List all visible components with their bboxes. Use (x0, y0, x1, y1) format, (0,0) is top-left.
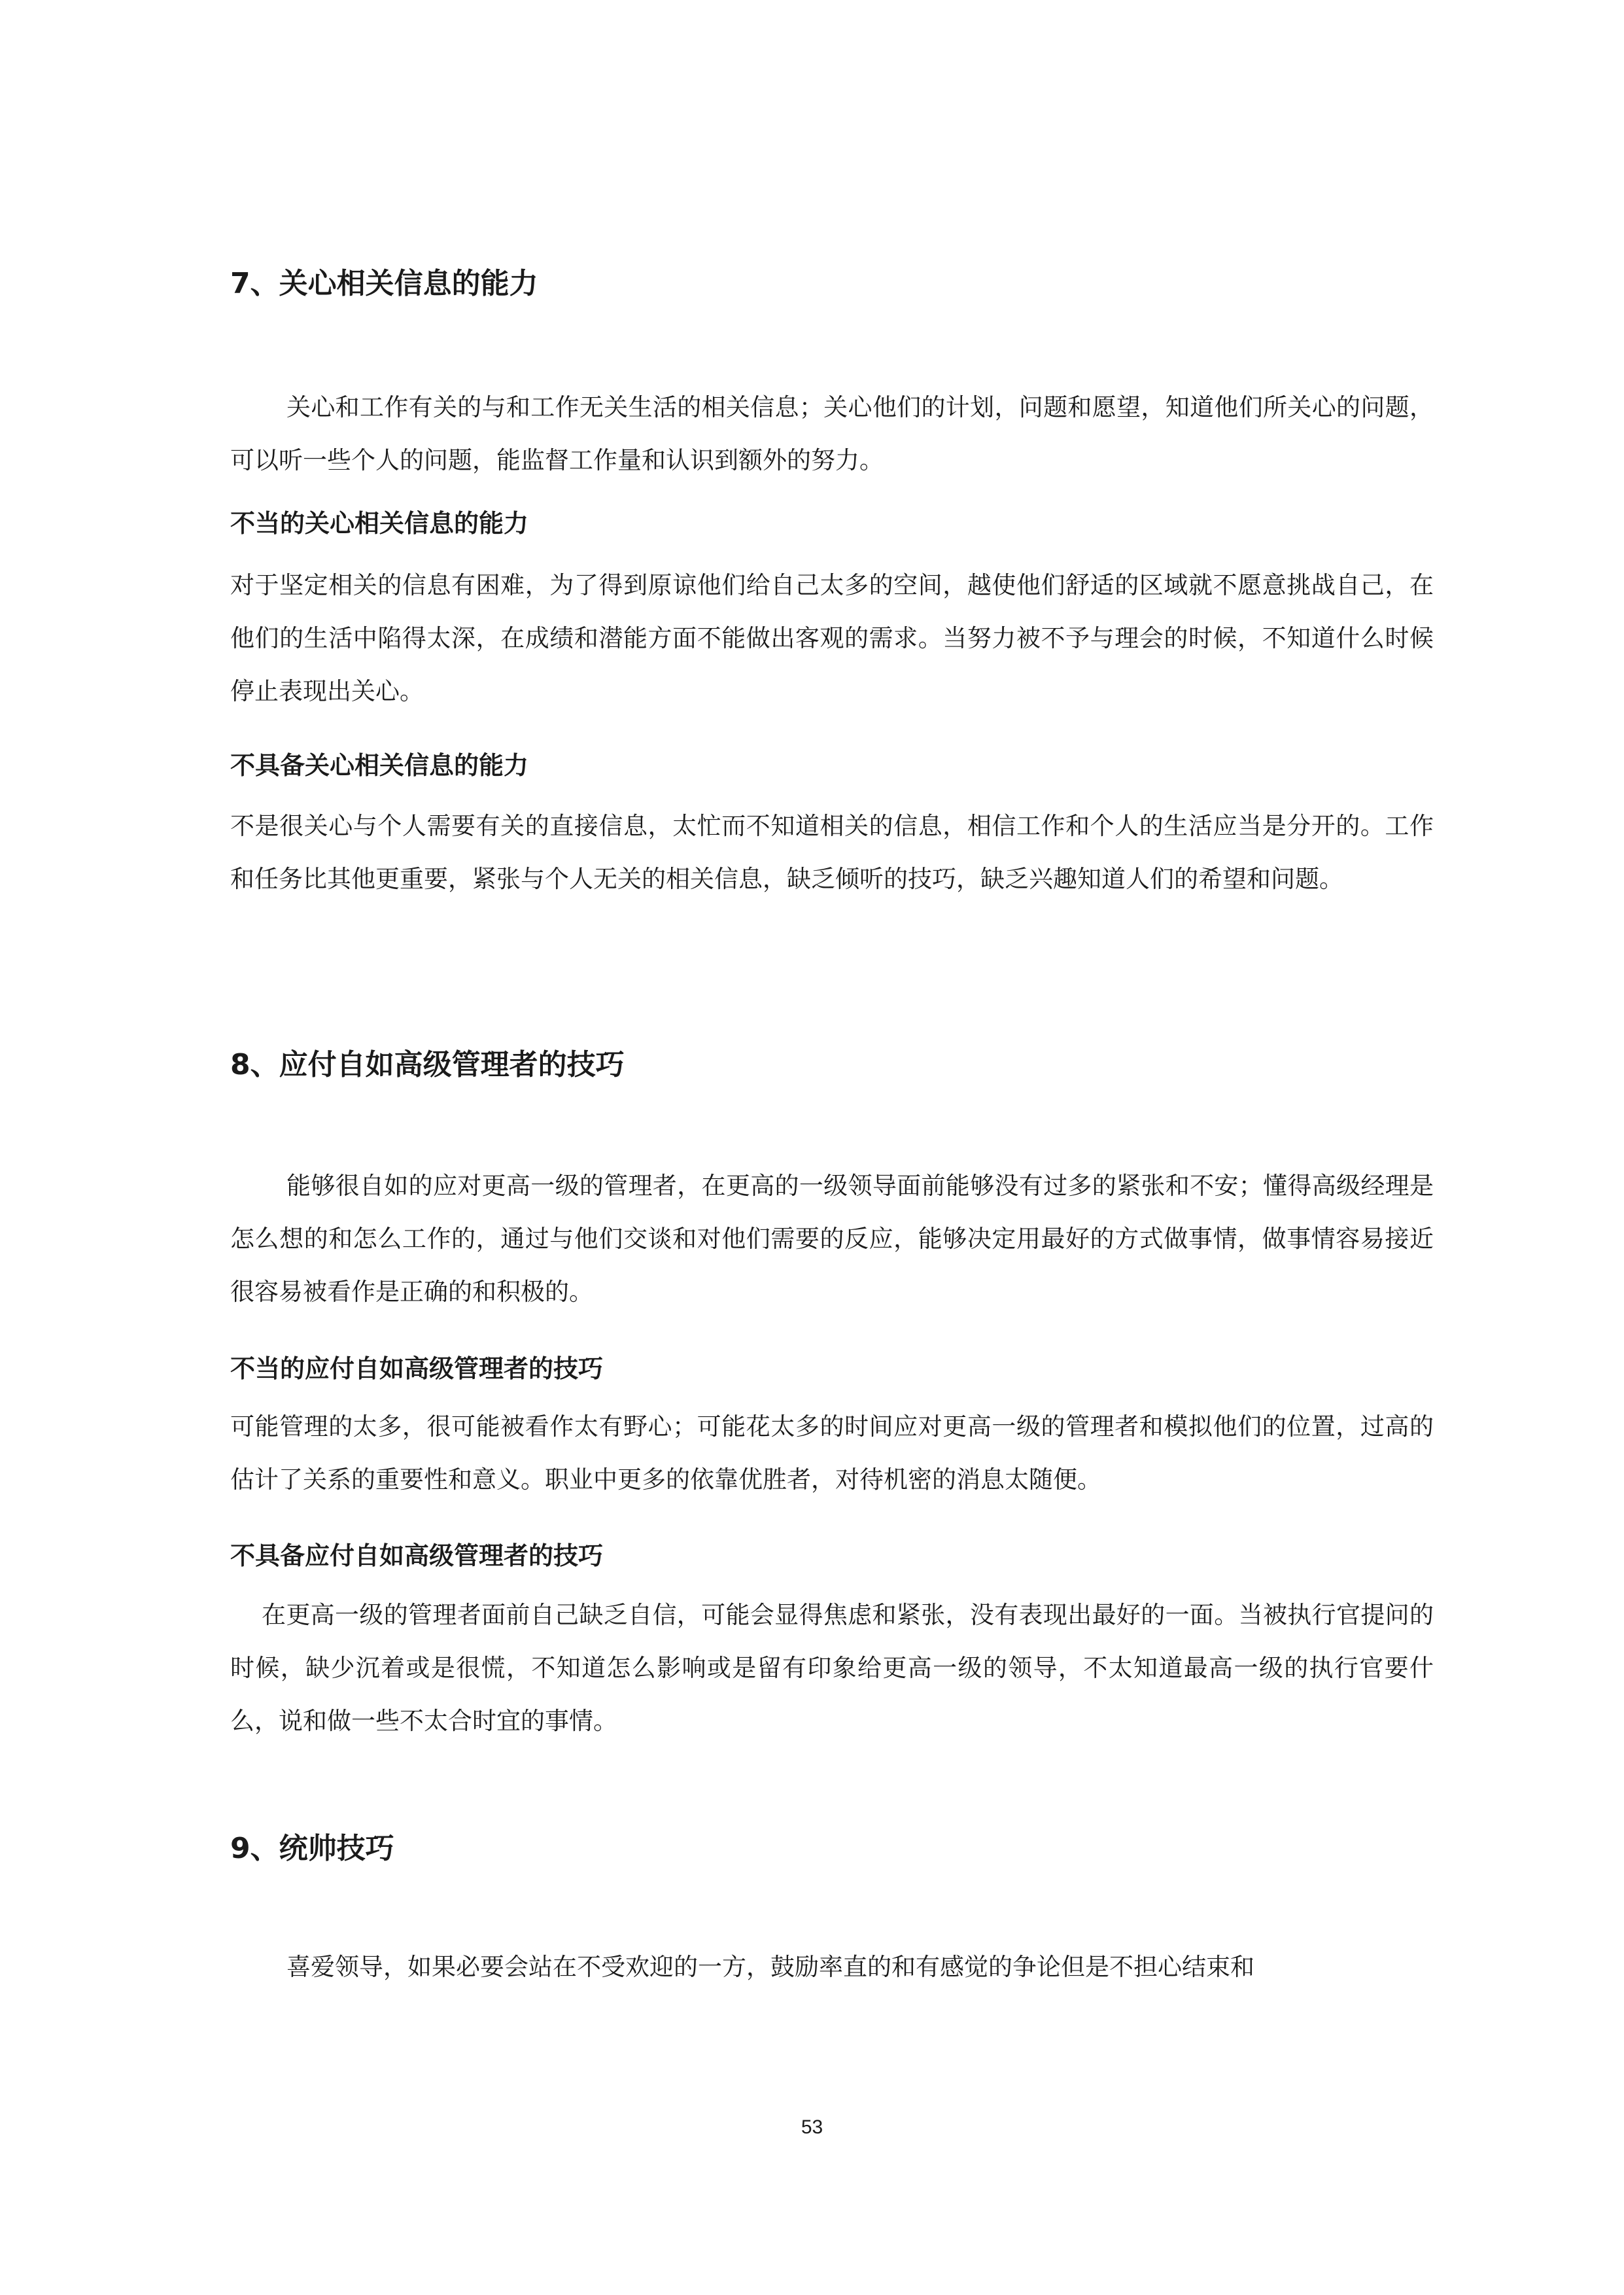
overdone-text: 对于坚定相关的信息有困难，为了得到原谅他们给自己太多的空间，越使他们舒适的区域就不愿意挑战自己，在他们的生活中陷得太深，在成绩和潜能方面不能做出客观的需求。当努力被不予与理会的时候，不知道什么时候停止表现出关心。 (230, 571, 1434, 705)
overdone-text: 可能管理的太多，很可能被看作太有野心；可能花太多的时间应对更高一级的管理者和模拟他们的位置，过高的估计了关系的重要性和意义。职业中更多的依靠优胜者，对待机密的消息太随便。 (230, 1412, 1434, 1494)
section-heading: 8、应付自如高级管理者的技巧 (230, 1048, 625, 1081)
overdone-heading: 不当的关心相关信息的能力 (230, 509, 529, 538)
lacking-text: 不是很关心与个人需要有关的直接信息，太忙而不知道相关的信息，相信工作和个人的生活应当是分开的。工作和任务比其他更重要，紧张与个人无关的相关信息，缺乏倾听的技巧，缺乏兴趣知道人们的希望和问题。 (230, 812, 1434, 893)
section-heading: 9、统帅技巧 (230, 1832, 394, 1865)
section-intro: 关心和工作有关的与和工作无关生活的相关信息；关心他们的计划，问题和愿望，知道他们所关心的问题，可以听一些个人的问题，能监督工作量和认识到额外的努力。 (230, 393, 1434, 474)
section-heading: 7、关心相关信息的能力 (230, 267, 538, 300)
lacking-heading: 不具备关心相关信息的能力 (230, 751, 529, 780)
overdone-heading: 不当的应付自如高级管理者的技巧 (230, 1354, 604, 1383)
section-intro: 能够很自如的应对更高一级的管理者，在更高的一级领导面前能够没有过多的紧张和不安；懂得高级经理是怎么想的和怎么工作的，通过与他们交谈和对他们需要的反应，能够决定用最好的方式做事情，做事情容易接近很容易被看作是正确的和积极的。 (230, 1172, 1434, 1306)
lacking-heading: 不具备应付自如高级管理者的技巧 (230, 1541, 604, 1570)
page-number: 53 (801, 2116, 823, 2138)
lacking-text: 在更高一级的管理者面前自己缺乏自信，可能会显得焦虑和紧张，没有表现出最好的一面。当被执行官提问的时候，缺少沉着或是很慌，不知道怎么影响或是留有印象给更高一级的领导，不太知道最高一级的执行官要什么，说和做一些不太合时宜的事情。 (230, 1601, 1434, 1735)
section-intro: 喜爱领导，如果必要会站在不受欢迎的一方，鼓励率直的和有感觉的争论但是不担心结束和 (286, 1953, 1254, 1981)
